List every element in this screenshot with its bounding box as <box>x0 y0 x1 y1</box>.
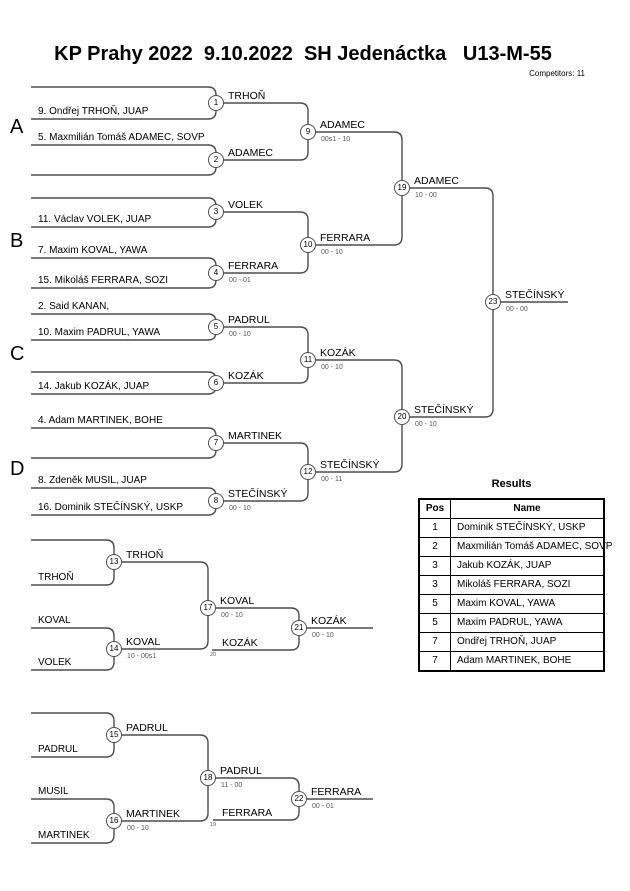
feed-ferrara-label: FERRARA <box>222 807 273 819</box>
match-18-circle: 18 <box>200 770 216 786</box>
match-2-winner: ADAMEC <box>228 147 273 159</box>
feed-ferrara-source: 19 <box>210 822 217 828</box>
rep-seed-koval: KOVAL <box>38 615 71 626</box>
match-15-circle: 15 <box>106 727 122 743</box>
match-21-winner: KOZÁK <box>311 615 347 627</box>
result-pos: 7 <box>419 652 451 672</box>
table-row <box>419 519 604 538</box>
seed-kanan: 2. Said KANAN, <box>38 301 110 312</box>
table-row <box>419 595 604 614</box>
page-title: KP Prahy 2022 9.10.2022 SH Jedenáctka U13-M-55 <box>54 43 552 65</box>
match-11-score: 00 - 10 <box>321 364 343 371</box>
match-22-score: 00 - 01 <box>312 803 334 810</box>
rep-seed-musil: MUSIL <box>38 786 69 797</box>
match-22-winner: FERRARA <box>311 786 362 798</box>
seed-trhon: 9. Ondřej TRHOŇ, JUAP <box>38 106 149 117</box>
result-name: Ondřej TRHOŇ, JUAP <box>451 633 605 652</box>
match-5-circle: 5 <box>208 319 224 335</box>
match-8-winner: STEČÍNSKÝ <box>228 488 288 500</box>
result-pos: 3 <box>419 576 451 595</box>
match-11-circle: 11 <box>300 352 316 368</box>
results-col-name: Name <box>451 499 605 519</box>
match-16-score: 00 - 10 <box>127 825 149 832</box>
match-9-winner: ADAMEC <box>320 119 365 131</box>
match-13-circle: 13 <box>106 554 122 570</box>
match-7-circle: 7 <box>208 435 224 451</box>
group-label-b: B <box>10 230 24 252</box>
match-4-winner: FERRARA <box>228 260 279 272</box>
match-9-score: 00s1 - 10 <box>321 136 351 143</box>
match-23-score: 00 - 00 <box>506 306 528 313</box>
table-row <box>419 633 604 652</box>
match-19-circle: 19 <box>394 180 410 196</box>
match-2-circle: 2 <box>208 152 224 168</box>
match-17-circle: 17 <box>200 600 216 616</box>
match-23-winner: STEČÍNSKÝ <box>505 289 565 301</box>
result-name: Dominik STEČÍNSKÝ, USKP <box>451 519 605 538</box>
match-14-score: 10 - 00s1 <box>127 653 157 660</box>
rep-seed-trhon: TRHOŇ <box>38 572 74 583</box>
match-23-circle: 23 <box>485 294 501 310</box>
match-10-circle: 10 <box>300 237 316 253</box>
match-12-score: 00 - 11 <box>321 476 343 483</box>
result-pos: 7 <box>419 633 451 652</box>
seed-koval: 7. Maxim KOVAL, YAWA <box>38 245 148 256</box>
table-row <box>419 614 604 633</box>
result-pos: 1 <box>419 519 451 538</box>
results-table <box>418 498 613 672</box>
results-header-row <box>419 499 604 519</box>
table-row <box>419 557 604 576</box>
match-21-score: 00 - 10 <box>312 632 334 639</box>
table-row <box>419 576 604 595</box>
table-row <box>419 652 604 672</box>
match-16-winner: MARTINEK <box>126 808 181 820</box>
match-15-winner: PADRUL <box>126 722 168 734</box>
match-11-winner: KOZÁK <box>320 347 356 359</box>
feed-kozak-label: KOZÁK <box>222 637 258 649</box>
seed-musil: 8. Zdeněk MUSIL, JUAP <box>38 475 147 486</box>
match-3-circle: 3 <box>208 204 224 220</box>
results-col-pos: Pos <box>419 499 451 519</box>
result-pos: 3 <box>419 557 451 576</box>
match-14-winner: KOVAL <box>126 636 161 648</box>
match-12-circle: 12 <box>300 464 316 480</box>
seed-adamec: 5. Maxmilián Tomáš ADAMEC, SOVP <box>38 132 205 143</box>
seed-ferrara: 15. Mikoláš FERRARA, SOZI <box>38 275 169 286</box>
rep-seed-volek: VOLEK <box>38 657 72 668</box>
result-name: Maxim PADRUL, YAWA <box>451 614 605 633</box>
match-5-score: 00 - 10 <box>229 331 251 338</box>
seed-padrul: 10. Maxim PADRUL, YAWA <box>38 327 161 338</box>
match-19-winner: ADAMEC <box>414 175 459 187</box>
seed-stecinsky: 16. Dominik STEČÍNSKÝ, USKP <box>38 502 184 513</box>
match-1-circle: 1 <box>208 95 224 111</box>
match-14-circle: 14 <box>106 641 122 657</box>
match-19-score: 10 - 00 <box>415 192 437 199</box>
result-name: Maxim KOVAL, YAWA <box>451 595 605 614</box>
match-1-winner: TRHOŇ <box>228 90 266 102</box>
result-pos: 5 <box>419 595 451 614</box>
result-pos: 2 <box>419 538 451 557</box>
match-4-circle: 4 <box>208 265 224 281</box>
competitors-count: Competitors: 11 <box>529 69 585 78</box>
match-10-score: 00 - 10 <box>321 249 343 256</box>
result-name: Jakub KOZÁK, JUAP <box>451 557 605 576</box>
rep-seed-martinek: MARTINEK <box>38 830 90 841</box>
results-title: Results <box>491 478 532 490</box>
match-18-winner: PADRUL <box>220 765 262 777</box>
group-label-c: C <box>10 343 25 365</box>
match-8-circle: 8 <box>208 493 224 509</box>
match-3-winner: VOLEK <box>228 199 264 211</box>
result-name: Maxmilián Tomáš ADAMEC, SOVP <box>451 538 605 557</box>
match-5-winner: PADRUL <box>228 314 270 326</box>
rep-seed-padrul: PADRUL <box>38 744 78 755</box>
match-17-winner: KOVAL <box>220 595 255 607</box>
match-16-circle: 16 <box>106 813 122 829</box>
group-label-d: D <box>10 458 25 480</box>
match-20-circle: 20 <box>394 409 410 425</box>
seed-volek: 11. Václav VOLEK, JUAP <box>38 214 152 225</box>
match-18-score: 11 - 00 <box>221 782 243 789</box>
group-label-a: A <box>10 116 24 138</box>
seed-kozak: 14. Jakub KOZÁK, JUAP <box>38 381 150 392</box>
match-12-winner: STEČÍNSKÝ <box>320 459 380 471</box>
match-22-circle: 22 <box>291 791 307 807</box>
match-13-winner: TRHOŇ <box>126 549 164 561</box>
result-pos: 5 <box>419 614 451 633</box>
match-10-winner: FERRARA <box>320 232 371 244</box>
match-4-score: 00 - 01 <box>229 277 251 284</box>
match-20-winner: STEČÍNSKÝ <box>414 404 474 416</box>
seed-martinek: 4. Adam MARTINEK, BOHE <box>38 415 163 426</box>
match-9-circle: 9 <box>300 124 316 140</box>
match-6-winner: KOZÁK <box>228 370 264 382</box>
match-7-winner: MARTINEK <box>228 430 283 442</box>
feed-kozak-source: 20 <box>210 652 217 658</box>
table-row <box>419 538 604 557</box>
result-name: Mikoláš FERRARA, SOZI <box>451 576 605 595</box>
match-20-score: 00 - 10 <box>415 421 437 428</box>
match-17-score: 00 - 10 <box>221 612 243 619</box>
match-6-circle: 6 <box>208 375 224 391</box>
match-8-score: 00 - 10 <box>229 505 251 512</box>
match-21-circle: 21 <box>291 620 307 636</box>
result-name: Adam MARTINEK, BOHE <box>451 652 605 672</box>
